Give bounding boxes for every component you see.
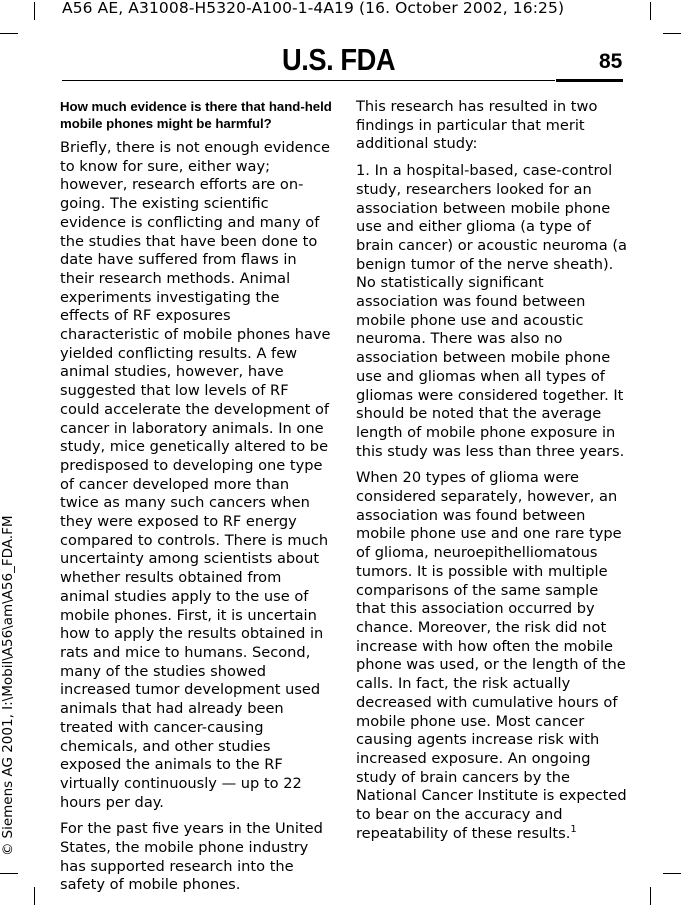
copyright-symbol: © [0, 842, 16, 856]
page-number-rule [556, 79, 623, 82]
document-header: A56 AE, A31008-H5320-A100-1-4A19 (16. October 2002, 16:25) [62, 0, 565, 17]
crop-mark [0, 873, 18, 874]
side-copyright-text: Siemens AG 2001, I:\Mobil\A56\am\A56_FDA.FM [0, 515, 16, 839]
title-rule [62, 80, 555, 81]
paragraph [356, 469, 628, 843]
footnote-reference[interactable]: 1 [570, 823, 577, 835]
paragraph: For the past five years in the United States, the mobile phone industry has supported research into the safety of mobile phones. [60, 820, 323, 894]
crop-mark [34, 887, 35, 905]
crop-mark [663, 33, 681, 34]
left-column [60, 98, 332, 903]
crop-mark [34, 2, 35, 20]
crop-mark [650, 2, 651, 20]
paragraph: This research has resulted in two findings in particular that merit additional study: [356, 98, 598, 153]
crop-mark [0, 33, 18, 34]
side-copyright [0, 516, 16, 860]
crop-mark [650, 887, 651, 905]
right-column [356, 98, 628, 851]
question-heading: How much evidence is there that hand-held mobile phones might be harmful? [60, 99, 332, 131]
paragraph-text: When 20 types of glioma were considered separately, however, an association was found between mobile phone use and one rare type of glioma, neuroepithelliomatous tumors. It is possible with multiple comparisons of the same sample that this association occurred by chance. Moreover, the risk did not increase with how often the mobile phone was used, or the length of the calls. In fact, the risk actually decreased with cumulative hours of mobile phone use. Most cancer causing agents increase risk with increased exposure. An ongoing study of brain cancers by the National Cancer Institute is expected to bear on the accuracy and repeatability of these results. [356, 469, 627, 842]
paragraph: 1. In a hospital-based, case-control study, researchers looked for an association between mobile phone use and either glioma (a type of brain cancer) or acoustic neuroma (a benign tumor of the nerve sheath). No statistically significant association was found between mobile phone use and acoustic neuroma. There was also no association between mobile phone use and gliomas when all types of gliomas were considered together. It should be noted that the average length of mobile phone exposure in this study was less than three years. [356, 162, 627, 460]
crop-mark [663, 873, 681, 874]
page-title: U.S. FDA [282, 42, 396, 77]
paragraph: Briefly, there is not enough evidence to know for sure, either way; however, research efforts are on-going. The existing scientific evidence is conflicting and many of the studies that have been done to date have suffered from flaws in their research methods. Animal experiments investigating the effects of RF exposures characteristic of mobile phones have yielded conflicting results. A few animal studies, however, have suggested that low levels of RF could accelerate the development of cancer in laboratory animals. In one study, mice genetically altered to be predisposed to developing one type of cancer developed more than twice as many such cancers when they were exposed to RF energy compared to controls. There is much uncertainty among scientists about whether results obtained from animal studies apply to the use of mobile phones. First, it is uncertain how to apply the results obtained in rats and mice to humans. Second, many of the studies showed increased tumor development used animals that had already been treated with cancer-causing chemicals, and other studies exposed the animals to the RF virtually continuously — up to 22 hours per day. [60, 139, 331, 811]
page-number: 85 [599, 50, 623, 73]
